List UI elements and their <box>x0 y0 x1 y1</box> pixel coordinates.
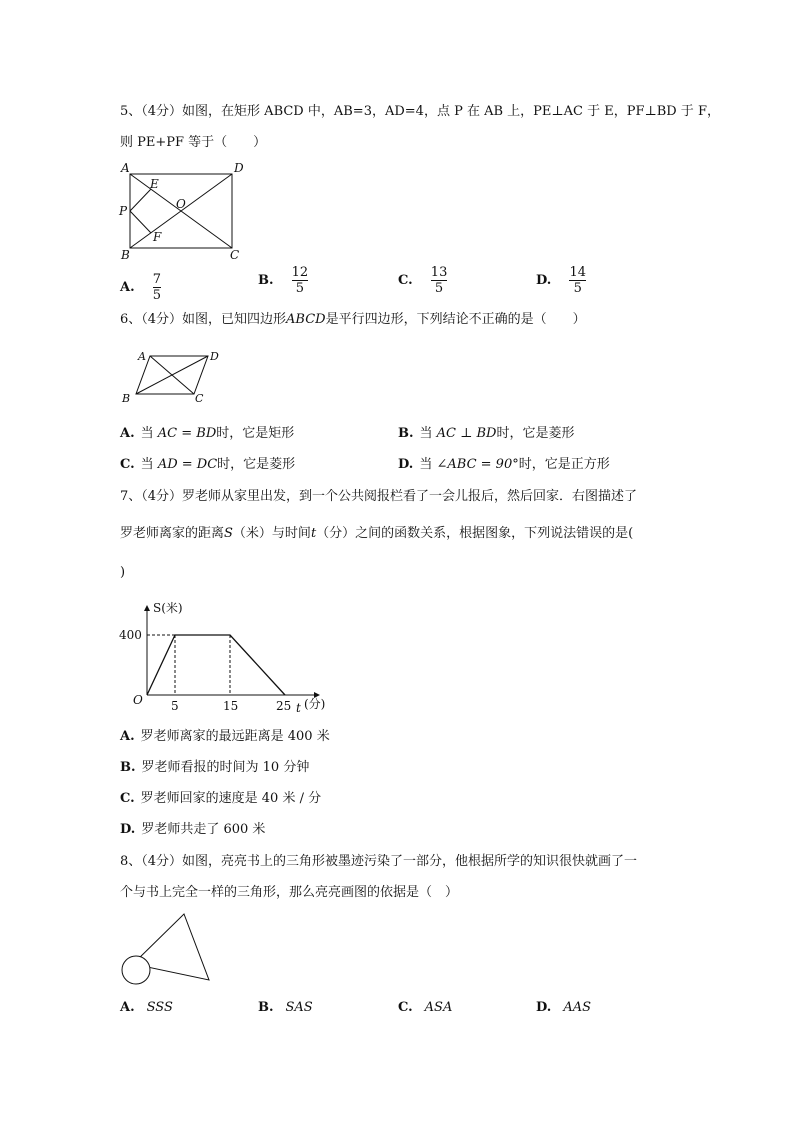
q8-option-d[interactable]: D. AAS <box>536 1000 592 1015</box>
label-d: D <box>234 161 244 175</box>
segment-pe <box>130 189 151 211</box>
q6-stem: 6、（4分）如图，已知四边形ABCD是平行四边形，下列结论不正确的是（ ） <box>120 312 586 327</box>
q7-stem-line1: 7、（4分）罗老师从家里出发，到一个公共阅报栏看了一会儿报后，然后回家．右图描述了 <box>120 489 638 504</box>
q6-option-a[interactable]: A. 当 AC = BD时，它是矩形 <box>120 426 295 441</box>
q7-option-c[interactable]: C. 罗老师回家的速度是 40 米 / 分 <box>120 791 322 806</box>
q5-stem-line2: 则 PE+PF 等于（ ） <box>120 135 267 150</box>
y-axis-label: S(米) <box>153 601 183 615</box>
q7-option-a[interactable]: A. 罗老师离家的最远距离是 400 米 <box>120 729 330 744</box>
label-b: B <box>121 248 130 262</box>
label-f: F <box>153 230 162 244</box>
label-c: C <box>230 248 240 262</box>
q7-distance-time-graph <box>114 596 344 716</box>
q6-option-d[interactable]: D. 当 ∠ABC = 90°时，它是正方形 <box>398 457 610 472</box>
distance-line <box>147 635 285 695</box>
label-a: A <box>138 350 146 363</box>
q7-option-b[interactable]: B. 罗老师看报的时间为 10 分钟 <box>120 760 310 775</box>
q5-stem-line1: 5、（4分）如图，在矩形 ABCD 中，AB=3，AD=4，点 P 在 AB 上，PE⊥AC 于 E，PF⊥BD 于 F， <box>120 104 720 119</box>
x-tick-25: 25 <box>276 699 292 713</box>
label-c: C <box>195 392 204 405</box>
q5-option-c[interactable]: C. $\frac{13}{5}$ <box>398 265 448 296</box>
q5-rectangle-figure <box>114 158 254 264</box>
q6-option-c[interactable]: C. 当 AD = DC时，它是菱形 <box>120 457 296 472</box>
label-a: A <box>121 161 130 175</box>
ink-stain <box>122 956 150 984</box>
q5-option-a[interactable]: A. $\frac{7}{5}$ <box>120 272 162 303</box>
q7-stem-line2: 罗老师离家的距离S（米）与时间t（分）之间的函数关系，根据图象，下列说法错误的是( <box>120 526 634 541</box>
q8-stem-line1: 8、（4分）如图，亮亮书上的三角形被墨迹污染了一部分，他根据所学的知识很快就画了一 <box>120 854 638 869</box>
q5-option-d[interactable]: D. $\frac{14}{5}$ <box>536 265 587 296</box>
x-axis-unit: (分) <box>304 697 326 711</box>
q8-stem-line2: 个与书上完全一样的三角形，那么亮亮画图的依据是（ ） <box>120 885 459 900</box>
q8-stained-triangle-figure <box>116 908 216 988</box>
q6-option-b[interactable]: B. 当 AC ⊥ BD时，它是菱形 <box>398 426 575 441</box>
segment-pf <box>130 211 151 233</box>
x-tick-5: 5 <box>171 699 179 713</box>
q7-stem-line3: ) <box>120 565 126 580</box>
label-e: E <box>150 177 159 191</box>
q5-option-b[interactable]: B. $\frac{12}{5}$ <box>258 265 309 296</box>
diagonal-bd <box>136 356 208 394</box>
label-p: P <box>119 204 128 218</box>
q8-option-c[interactable]: C. ASA <box>398 1000 453 1015</box>
q6-parallelogram-figure <box>116 346 226 406</box>
x-tick-15: 15 <box>223 699 239 713</box>
label-o: O <box>176 197 186 211</box>
label-d: D <box>210 350 219 363</box>
label-b: B <box>122 392 131 405</box>
q7-option-d[interactable]: D. 罗老师共走了 600 米 <box>120 822 266 837</box>
origin-label: O <box>133 693 143 707</box>
x-axis-label: t <box>296 701 301 715</box>
q8-option-a[interactable]: A. SSS <box>120 1000 173 1015</box>
y-tick-400: 400 <box>119 628 142 642</box>
q8-option-b[interactable]: B. SAS <box>258 1000 313 1015</box>
